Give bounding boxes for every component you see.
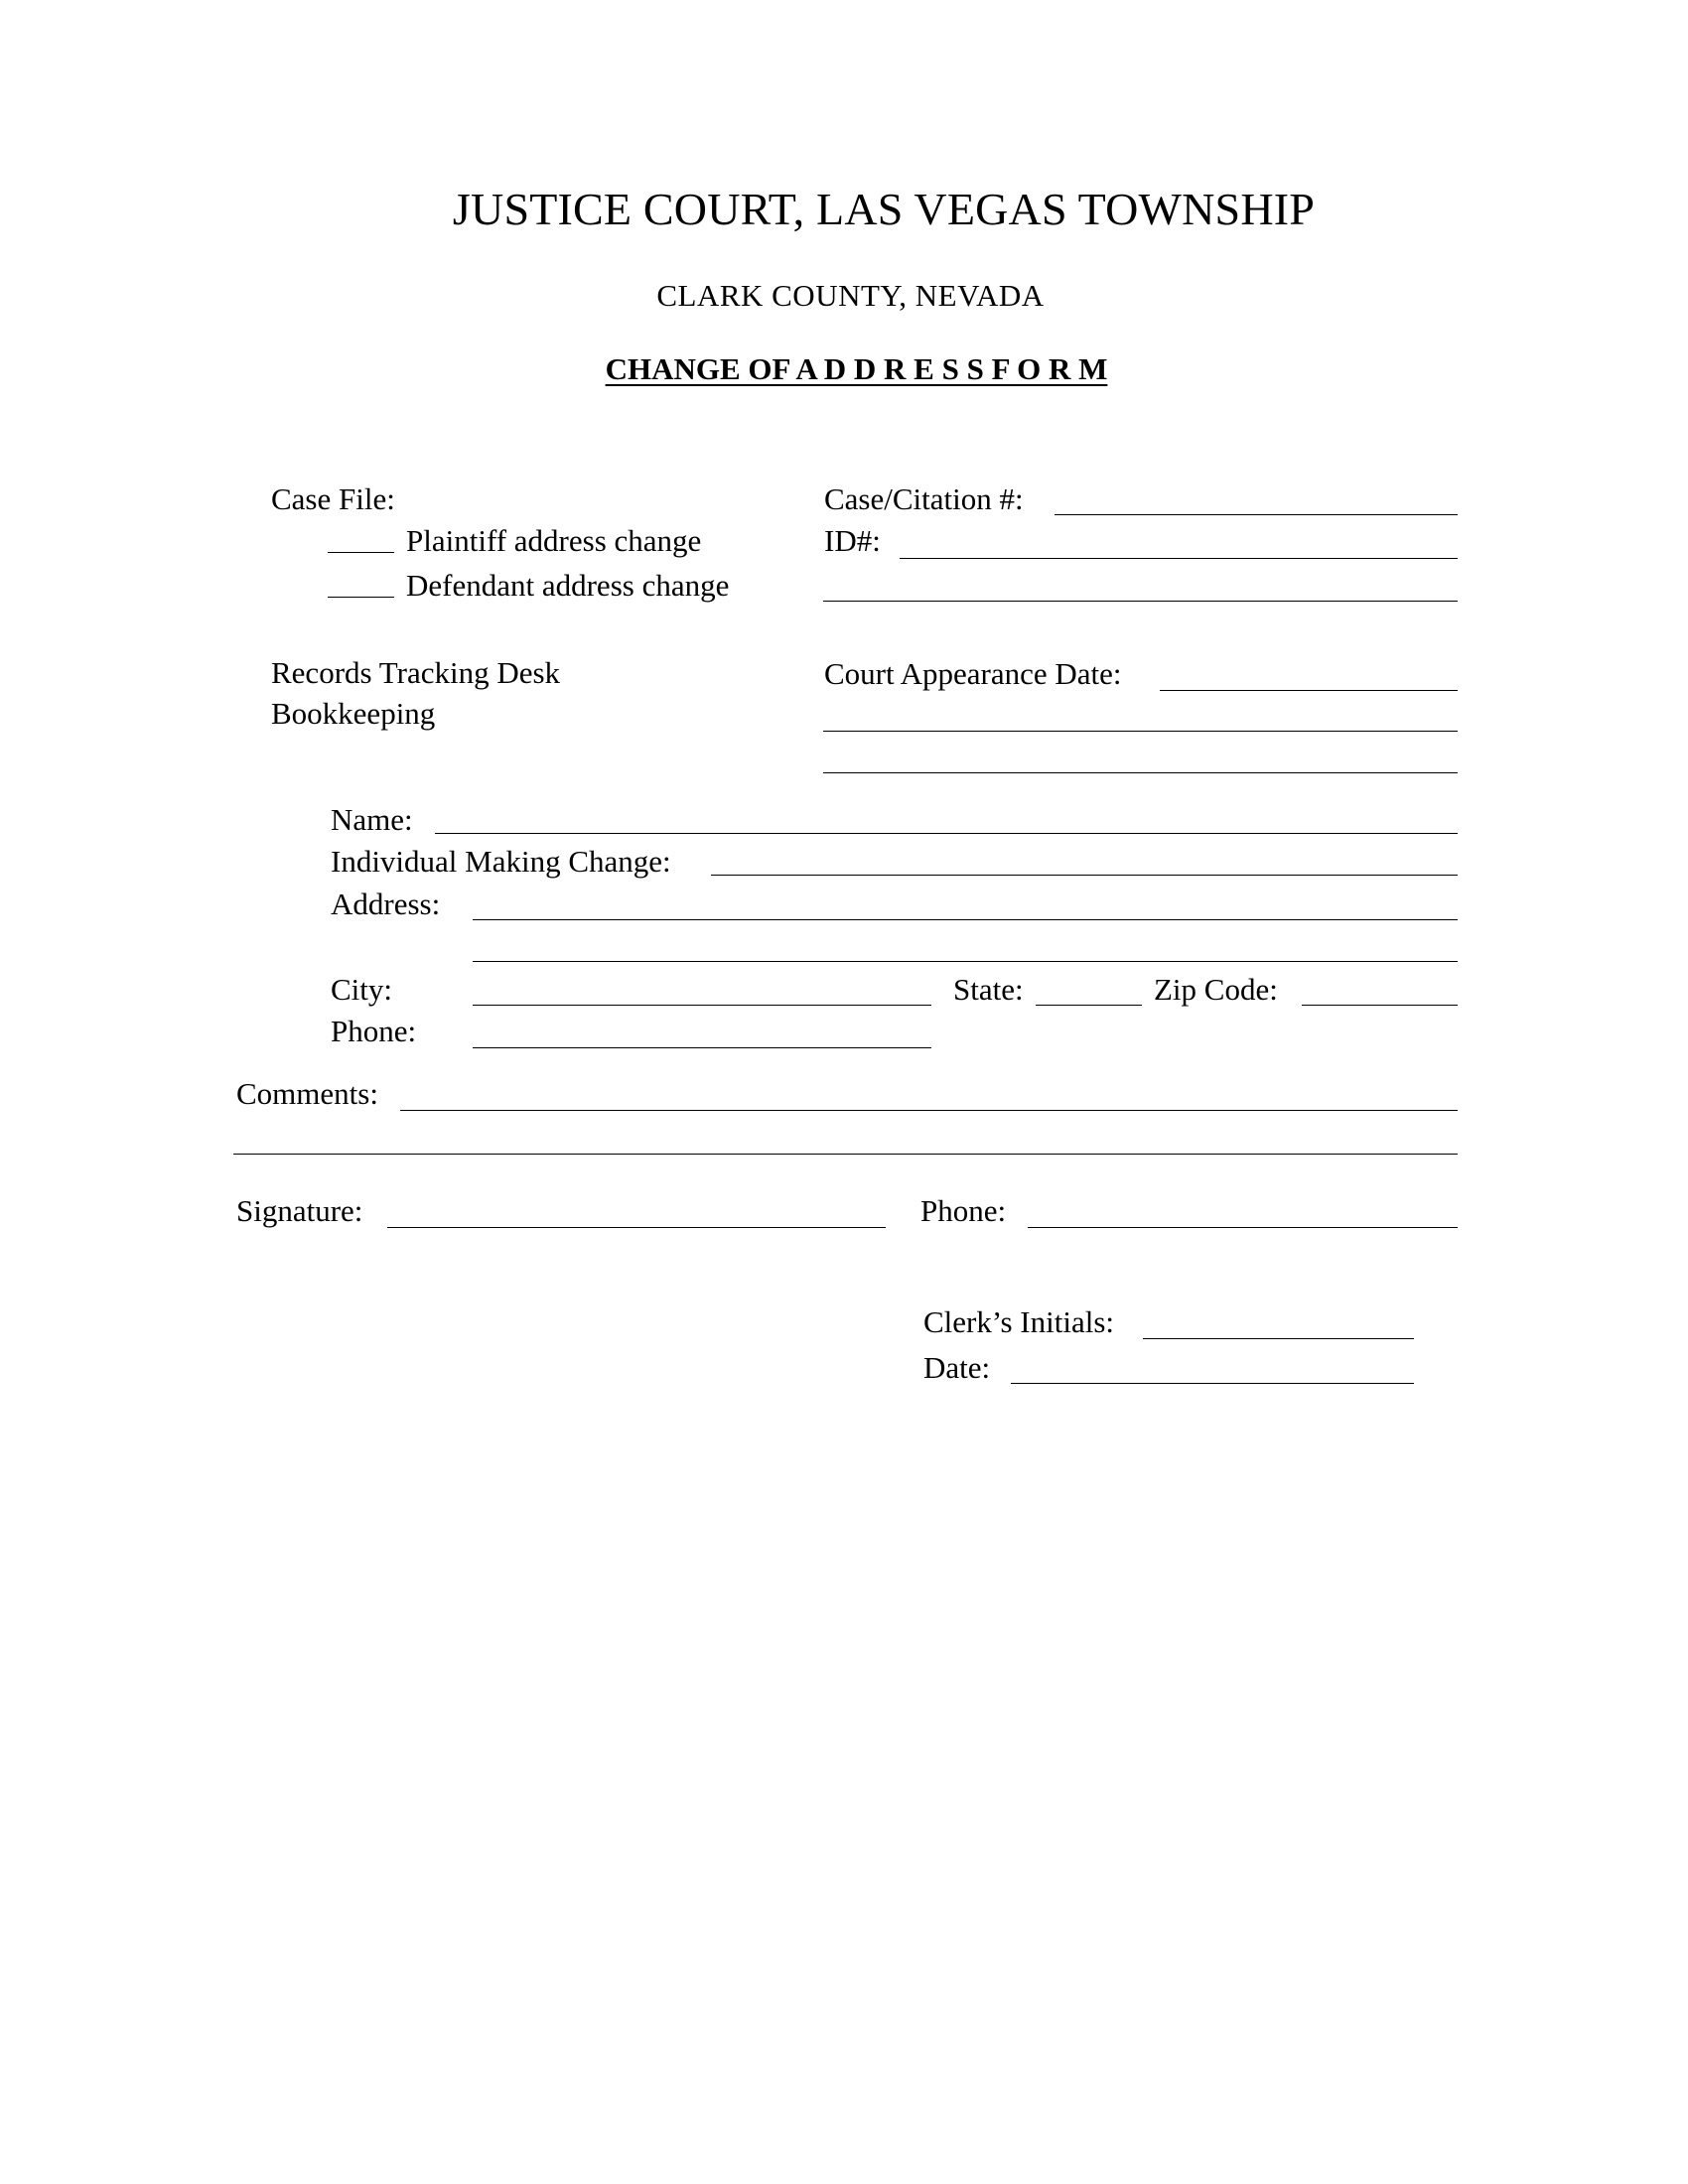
id-extra-field[interactable] (823, 601, 1458, 602)
individual-making-change-label: Individual Making Change: (331, 844, 671, 879)
court-date-extra-field-1[interactable] (823, 731, 1458, 732)
party-phone-label: Phone: (331, 1014, 417, 1048)
comments-field-line-2[interactable] (233, 1154, 1458, 1155)
court-date-extra-field-2[interactable] (823, 772, 1458, 773)
address-label: Address: (331, 887, 441, 921)
state-label: State: (953, 972, 1024, 1007)
case-citation-field[interactable] (1055, 514, 1458, 515)
signature-field[interactable] (387, 1227, 886, 1228)
party-phone-field[interactable] (473, 1047, 931, 1048)
id-field[interactable] (900, 558, 1458, 559)
plaintiff-checkbox-blank[interactable] (328, 552, 394, 553)
city-label: City: (331, 972, 393, 1007)
clerks-initials-field[interactable] (1143, 1338, 1414, 1339)
page-title: JUSTICE COURT, LAS VEGAS TOWNSHIP (452, 184, 1316, 234)
county-subtitle: CLARK COUNTY, NEVADA (656, 278, 1045, 313)
signature-label: Signature: (236, 1193, 363, 1228)
comments-field-line-1[interactable] (400, 1110, 1458, 1111)
plaintiff-address-change-label: Plaintiff address change (406, 523, 702, 558)
signature-phone-field[interactable] (1028, 1227, 1458, 1228)
case-citation-label: Case/Citation #: (824, 481, 1024, 516)
address-field-line-1[interactable] (473, 919, 1458, 920)
bookkeeping-label: Bookkeeping (271, 696, 436, 731)
zip-code-label: Zip Code: (1154, 972, 1278, 1007)
court-appearance-date-label: Court Appearance Date: (824, 656, 1122, 691)
defendant-checkbox-blank[interactable] (328, 597, 394, 598)
zip-code-field[interactable] (1302, 1005, 1458, 1006)
comments-label: Comments: (236, 1076, 378, 1111)
clerk-date-label: Date: (923, 1350, 991, 1385)
name-field[interactable] (435, 833, 1458, 834)
individual-making-change-field[interactable] (711, 875, 1458, 876)
signature-phone-label: Phone: (920, 1193, 1007, 1228)
clerks-initials-label: Clerk’s Initials: (923, 1304, 1115, 1339)
state-field[interactable] (1036, 1005, 1142, 1006)
id-label: ID#: (824, 523, 881, 558)
city-field[interactable] (473, 1005, 931, 1006)
court-appearance-date-field[interactable] (1160, 690, 1458, 691)
name-label: Name: (331, 802, 413, 837)
clerk-date-field[interactable] (1011, 1383, 1414, 1384)
case-file-label: Case File: (271, 481, 395, 516)
records-tracking-desk-label: Records Tracking Desk (271, 655, 561, 690)
defendant-address-change-label: Defendant address change (406, 568, 730, 603)
address-field-line-2[interactable] (473, 961, 1458, 962)
form-title (0, 351, 1688, 387)
form-title-text: CHANGE OF A D D R E S S F O R M (605, 351, 1108, 386)
